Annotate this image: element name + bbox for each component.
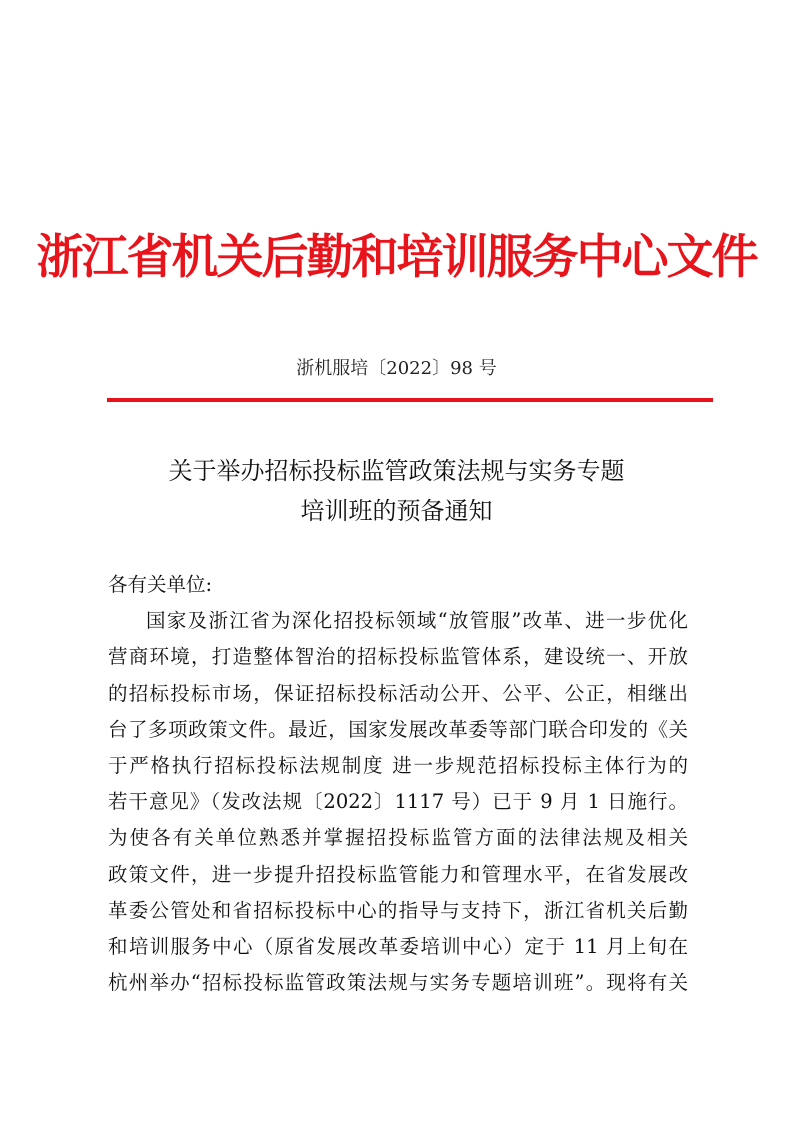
paragraph-line: 若干意见》（发改法规〔2022〕1117 号）已于 9 月 1 日施行。: [108, 790, 688, 814]
red-divider-line: [107, 398, 713, 402]
paragraph-line: 国家及浙江省为深化招投标领域“放管服”改革、进一步优化: [146, 609, 688, 633]
paragraph-line: 的招标投标市场，保证招标投标活动公开、公平、公正，相继出: [108, 681, 688, 705]
issuer-header-title: 浙江省机关后勤和培训服务中心文件: [36, 230, 757, 285]
paragraph-line: 营商环境，打造整体智治的招标投标监管体系，建设统一、开放: [108, 645, 688, 669]
paragraph-line: 和培训服务中心（原省发展改革委培训中心）定于 11 月上旬在: [108, 935, 688, 959]
paragraph-line: 为使各有关单位熟悉并掌握招投标监管方面的法律法规及相关: [108, 826, 688, 850]
document-number: 浙机服培〔2022〕98 号: [296, 358, 497, 379]
paragraph-line: 台了多项政策文件。最近，国家发展改革委等部门联合印发的《关: [108, 717, 688, 741]
notice-title: [80, 451, 713, 531]
paragraph-line: 革委公管处和省招标投标中心的指导与支持下，浙江省机关后勤: [108, 898, 688, 922]
paragraph-line: 杭州举办“招标投标监管政策法规与实务专题培训班”。现将有关: [108, 971, 688, 995]
notice-title-line: 培训班的预备通知: [300, 497, 493, 525]
paragraph-line: 于严格执行招标投标法规制度 进一步规范招标投标主体行为的: [108, 754, 688, 778]
notice-body: [108, 567, 688, 1001]
salutation: 各有关单位:: [108, 573, 213, 596]
paragraph-line: 政策文件，进一步提升招投标监管能力和管理水平，在省发展改: [108, 862, 688, 886]
notice-title-line: 关于举办招标投标监管政策法规与实务专题: [168, 457, 625, 485]
